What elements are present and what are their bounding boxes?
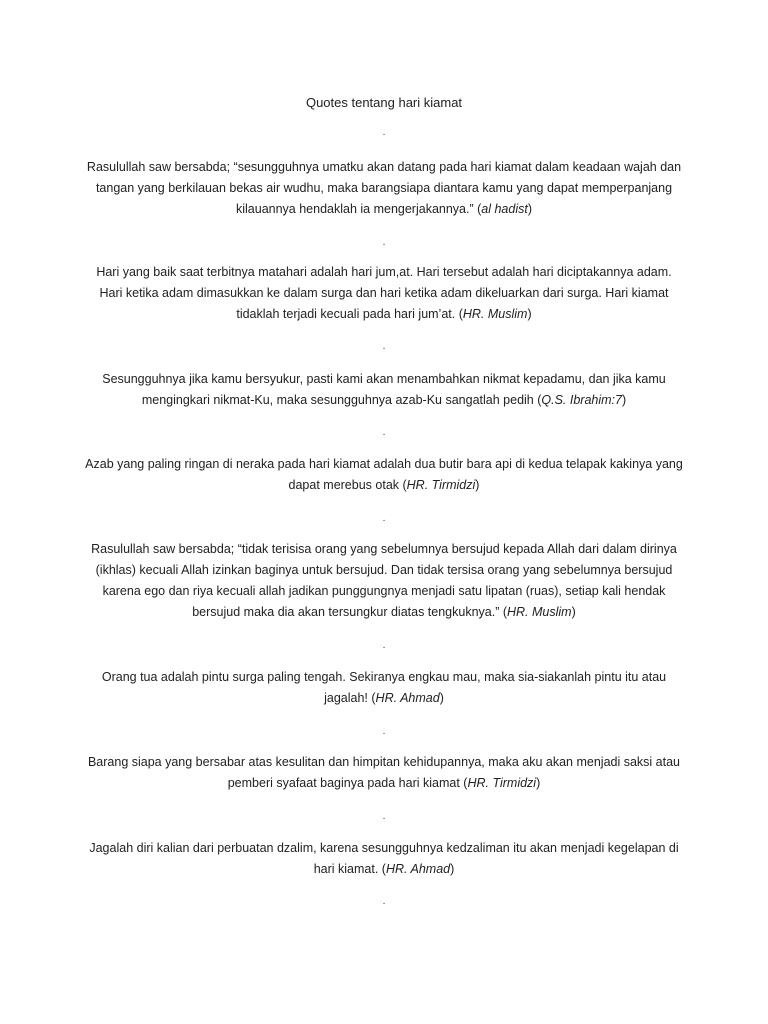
quote-8-close: ): [450, 862, 455, 876]
quote-4-source: HR. Tirmidzi: [406, 478, 476, 492]
quote-1-text: Rasulullah saw bersabda; “sesungguhnya umatku akan datang pada hari kiamat dalam keadaan wajah dan tangan yang berkilauan bekas air wudhu, maka barangsiapa diantara kamu yang dapat memperpanjang kilauannya hendaklah ia mengerjakannya.” (: [86, 160, 682, 216]
quote-5: [84, 539, 684, 623]
quote-7-source: HR. Tirmidzi: [467, 776, 537, 790]
quote-6: [84, 667, 684, 709]
quote-8-source: HR. Ahmad: [385, 862, 451, 876]
document-title: Quotes tentang hari kiamat: [305, 95, 463, 110]
separator-dot: .: [382, 127, 386, 138]
quote-1: [84, 157, 684, 220]
separator-dot: .: [382, 726, 386, 737]
quote-2-close: ): [527, 307, 532, 321]
quote-7-close: ): [536, 776, 541, 790]
quote-2: [84, 262, 684, 325]
quote-5-close: ): [571, 605, 576, 619]
quote-4-close: ): [475, 478, 480, 492]
quote-3-close: ): [621, 393, 627, 407]
quote-4: [84, 454, 684, 496]
separator-dot: .: [382, 427, 386, 438]
quote-3: [84, 369, 684, 411]
separator-dot: .: [382, 811, 386, 822]
quote-8: [84, 838, 684, 880]
quote-6-source: HR. Ahmad: [375, 691, 440, 705]
separator-dot: .: [382, 640, 386, 651]
quote-5-text: Rasulullah saw bersabda; “tidak terisisa orang yang sebelumnya bersujud kepada Allah dari dalam dirinya (ikhlas) kecuali Allah izinkan baginya untuk bersujud. Dan tidak tersisa orang yang sebelumnya bersujud karena ego dan riya kecuali allah jadikan punggungnya menjadi satu lipatan (ruas), setiap kali hendak bersujud maka dia akan tersungkur diatas tengkuknya.” (: [91, 542, 677, 619]
quote-8-text: Jagalah diri kalian dari perbuatan dzalim, karena sesungguhnya kedzaliman itu akan menjadi kegelapan di hari kiamat. (: [89, 841, 679, 876]
quote-2-source: HR. Muslim: [462, 307, 528, 321]
quote-3-source: Q.S. Ibrahim:7: [541, 393, 622, 407]
quote-2-text: Hari yang baik saat terbitnya matahari adalah hari jum,at. Hari tersebut adalah hari diciptakannya adam. Hari ketika adam dimasukkan ke dalam surga dan hari ketika adam dikeluarkan dari surga. Hari kiamat tidaklah terjadi kecuali pada hari jum’at. (: [96, 265, 672, 321]
quote-3-text: Sesungguhnya jika kamu bersyukur, pasti kami akan menambahkan nikmat kepadamu, dan jika kamu mengingkari nikmat-Ku, maka sesungguhnya azab-Ku sangatlah pedih (: [102, 372, 666, 407]
quote-5-source: HR. Muslim: [507, 605, 572, 619]
quote-7: [84, 752, 684, 794]
separator-dot: .: [382, 896, 386, 907]
quote-1-source: al hadist: [481, 202, 528, 216]
quote-7-text: Barang siapa yang bersabar atas kesulitan dan himpitan kehidupannya, maka aku akan menjadi saksi atau pemberi syafaat baginya pada hari kiamat (: [87, 755, 681, 790]
quote-6-close: ): [439, 691, 444, 705]
quote-1-close: ): [527, 202, 533, 216]
separator-dot: .: [382, 237, 386, 248]
quote-4-text: Azab yang paling ringan di neraka pada hari kiamat adalah dua butir bara api di kedua telapak kakinya yang dapat merebus otak (: [85, 457, 683, 492]
quote-6-text: Orang tua adalah pintu surga paling tengah. Sekiranya engkau mau, maka sia-siakanlah pintu itu atau jagalah! (: [101, 670, 667, 705]
separator-dot: .: [382, 341, 386, 352]
separator-dot: .: [382, 513, 386, 524]
